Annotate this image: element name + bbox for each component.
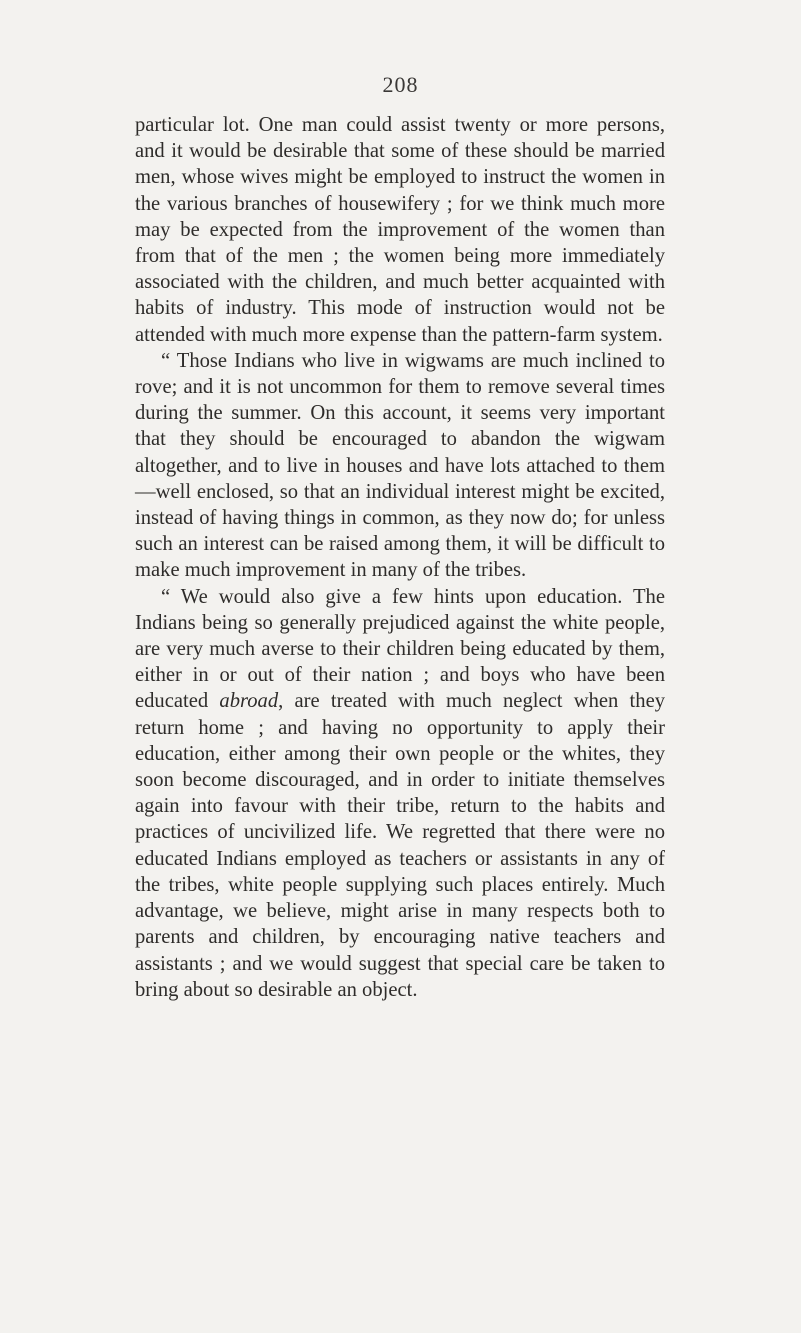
paragraph-education — [135, 584, 665, 1003]
body-text — [135, 112, 665, 1003]
paragraph-wigwams: “ Those Indians who live in wigwams are much inclined to rove; and it is not uncommon for them to remove several times during the summer. On this account, it seems very important that they should be encouraged to abandon the wigwam altogether, and to live in houses and have lots attached to them—well enclosed, so that an individual interest might be excited, instead of having things in common, as they now do; for unless such an interest can be raised among them, it will be difficult to make much improvement in many of the tribes. — [135, 349, 665, 582]
page-number: 208 — [382, 72, 419, 97]
paragraph-continuation: particular lot. One man could assist twenty or more persons, and it would be desirable that some of these should be married men, whose wives might be employed to instruct the women in the various branches of housewifery ; for we think much more may be expected from the improvement of the women than from that of the men ; the women being more immediately associated with the children, and much better acquainted with habits of industry. This mode of instruction would not be attended with much more expense than the pattern-farm system. — [135, 114, 665, 346]
paragraph-education-text-start: “ We would also give a few hints upon education. The Indians being so generally prejudiced against the white people, are very much averse to their children being educated by them, either in or out of their nation ; and boys who have been educated — [135, 585, 665, 713]
italic-word-abroad: abroad — [219, 690, 279, 713]
paragraph-education-text-end: , are treated with much neglect when they return home ; and having no opportunity to apply their education, either among their own people or the whites, they soon become discouraged, and in order to initiate themselves again into favour with their tribe, return to the habits and practices of uncivilized life. We regretted that there were no educated Indians employed as teachers or assistants in any of the tribes, white people supplying such places entirely. Much advantage, we believe, might arise in many respects both to parents and children, by encouraging native teachers and assistants ; and we would suggest that special care be taken to bring about so desirable an object. — [135, 690, 666, 1001]
